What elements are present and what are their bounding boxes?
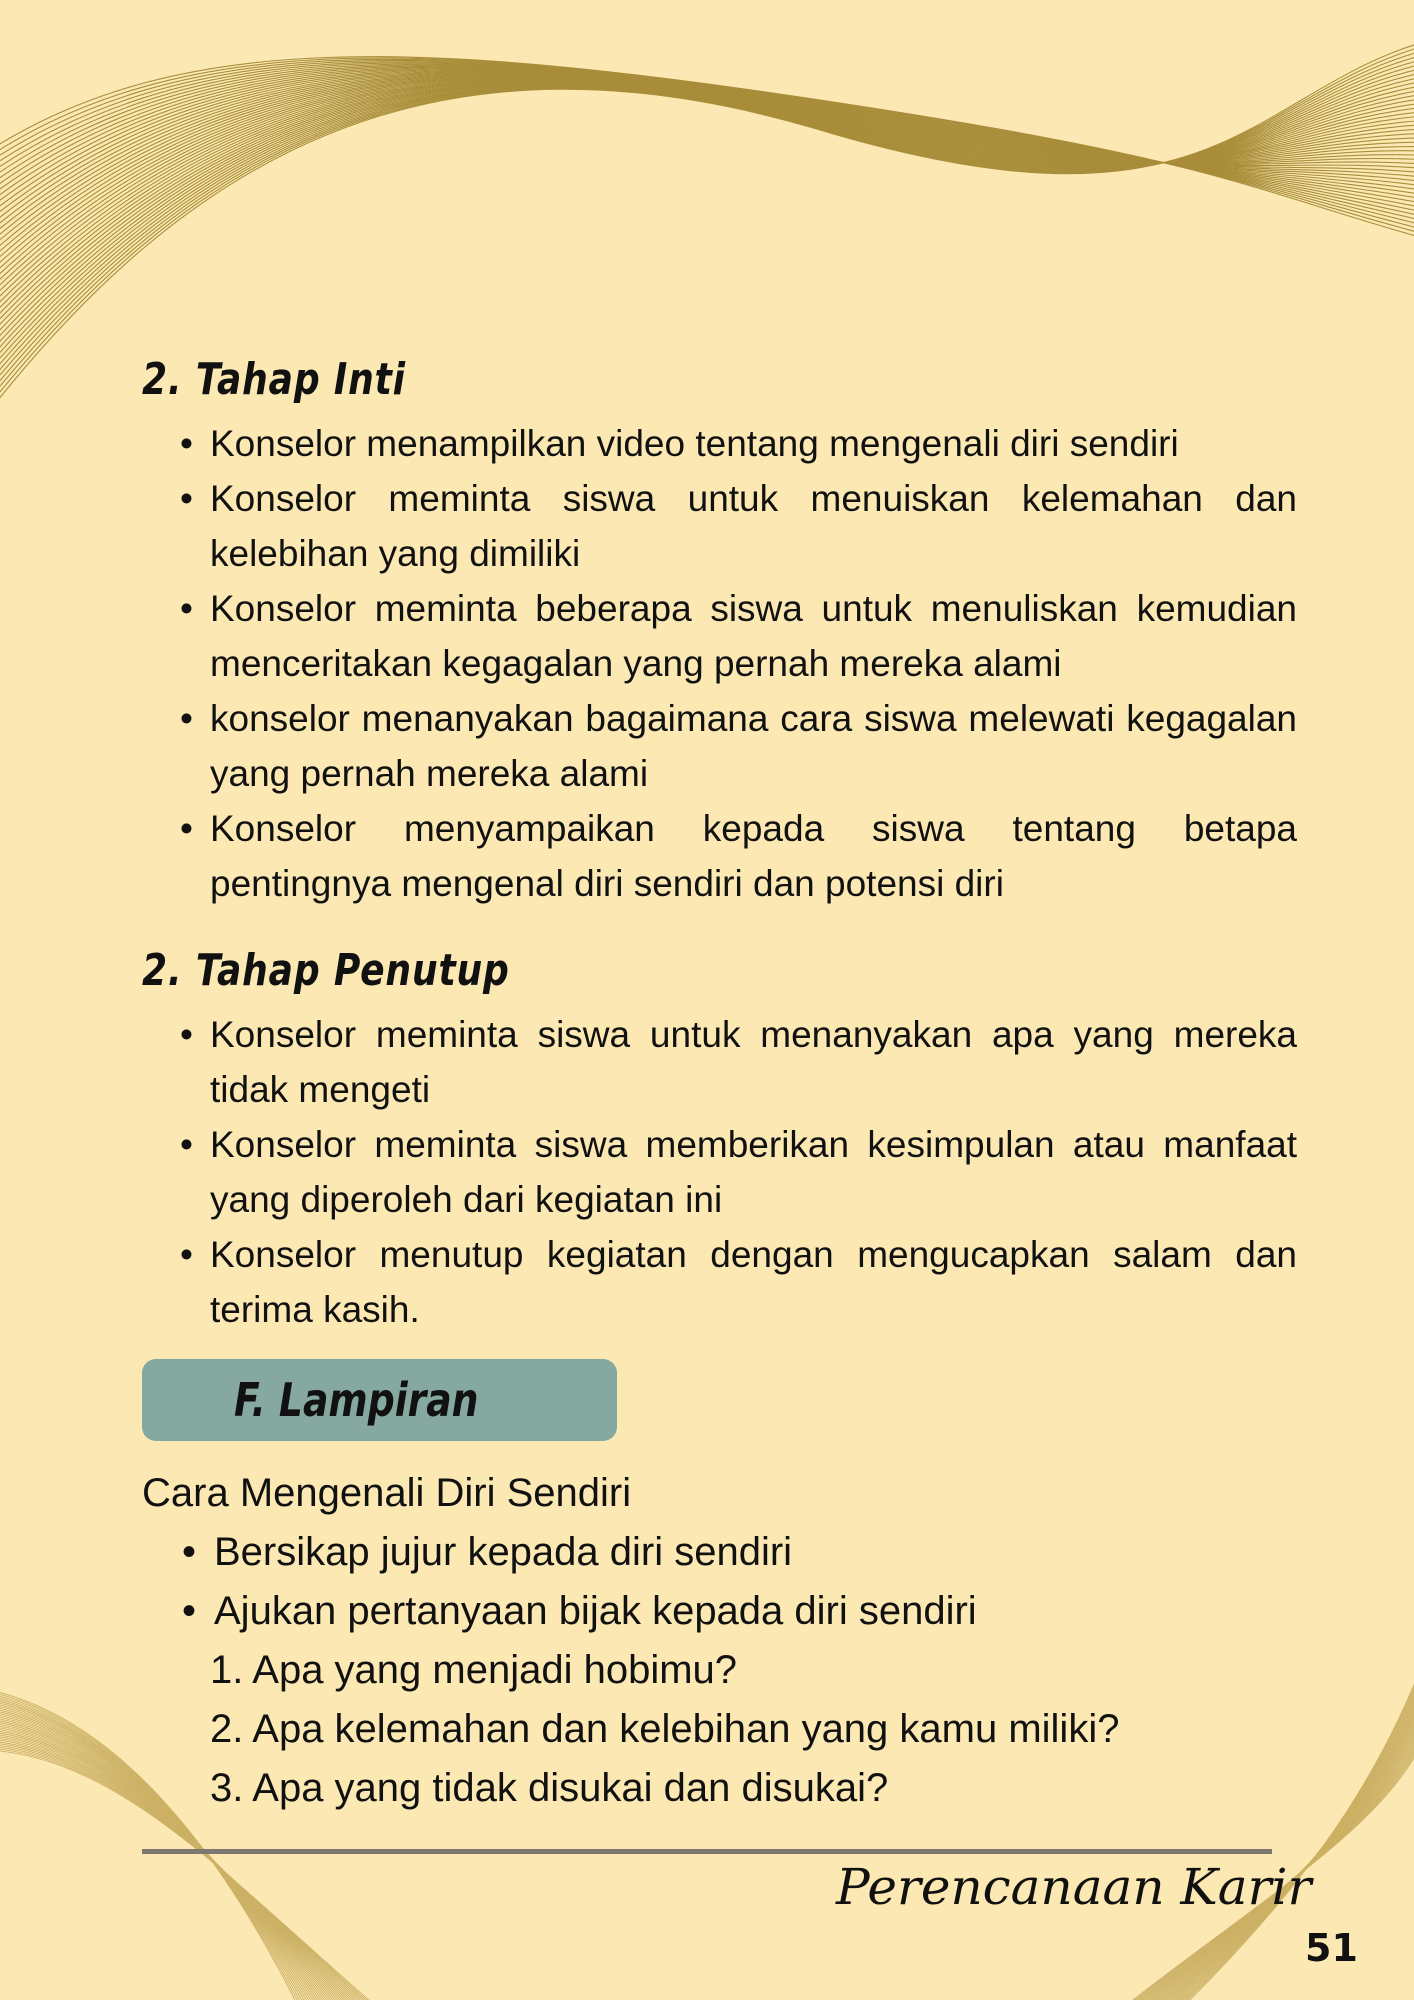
wave-line [0,57,1414,240]
wave-line [0,82,1414,334]
wave-line [0,69,1414,219]
wave-line [0,67,1414,202]
tahap-inti-heading: 2. Tahap Inti [142,354,406,405]
wave-line [0,72,1414,242]
wave-line [0,70,1414,225]
lampiran-heading: F. Lampiran [234,1373,479,1427]
wave-line [0,67,1414,376]
wave-line [0,81,1414,323]
lampiran-bullet-list [142,1523,1297,1641]
list-item: • Konselor meminta siswa untuk menuiskan kelemahan dan kelebihan yang dimiliki [210,471,1297,581]
wave-line [0,58,1414,387]
wave-line [0,79,1414,300]
wave-line [0,60,1414,226]
list-item: • Ajukan pertanyaan bijak kepada diri sendiri [214,1582,1297,1641]
wave-line [0,77,1414,278]
list-item: • Konselor meminta siswa untuk menanyakan apa yang mereka tidak mengeti [210,1007,1297,1117]
wave-line [0,84,1414,352]
wave-line [0,78,1414,294]
wave-line [0,58,1414,236]
wave-line [0,81,1414,318]
wave-line [0,71,1414,369]
wave-line [0,59,1414,231]
wave-line [0,78,1414,289]
wave-line [0,84,1414,347]
wave-line [0,75,1414,260]
wave-line [0,66,1414,205]
wave-line [0,80,1414,312]
wave-line [0,75,1414,265]
lampiran-question-list [142,1641,1297,1818]
wave-line [0,73,1414,248]
wave-line [0,49,1414,399]
wave-line [0,82,1414,329]
wave-line [0,62,1414,223]
wave-line [0,68,1414,213]
wave-line [0,62,1414,381]
wave-line [0,76,1414,364]
list-item: • konselor menanyakan bagaimana cara siswa melewati kegagalan yang pernah mereka alami [210,691,1297,801]
wave-line [0,64,1414,214]
lampiran-intro: Cara Mengenali Diri Sendiri [142,1471,632,1515]
wave-line [0,53,1414,392]
list-item: • Bersikap jujur kepada diri sendiri [214,1523,1297,1582]
wave-line [0,71,1414,231]
footer-title: Perencanaan Karir [836,1858,1312,1916]
wave-line [0,77,1414,283]
list-item: • Konselor meminta siswa memberikan kesimpulan atau manfaat yang diperoleh dari kegiatan ini [210,1117,1297,1227]
tahap-inti-list [142,416,1297,911]
wave-line [0,83,1414,341]
page-number: 51 [1305,1926,1358,1970]
wave-line [0,74,1414,254]
footer-divider [142,1849,1272,1854]
list-item: • Konselor menyampaikan kepada siswa tentang betapa pentingnya mengenal diri sendiri dan potensi diri [210,801,1297,911]
question-item: 3. Apa yang tidak disukai dan disukai? [210,1766,889,1810]
list-item: • Konselor menutup kegiatan dengan mengucapkan salam dan terima kasih. [210,1227,1297,1337]
page-content [142,350,1297,1818]
tahap-penutup-heading: 2. Tahap Penutup [142,945,510,996]
question-item: 2. Apa kelemahan dan kelebihan yang kamu miliki? [210,1707,1120,1751]
wave-line [0,68,1414,208]
lampiran-heading-box [142,1359,617,1441]
wave-line [0,76,1414,271]
wave-line [0,80,1414,358]
wave-line [0,80,1414,306]
question-item: 1. Apa yang menjadi hobimu? [210,1648,738,1692]
wave-line [0,72,1414,237]
list-item: • Konselor meminta beberapa siswa untuk menuliskan kemudian menceritakan kegagalan yang pernah mereka alami [210,581,1297,691]
wave-line [0,65,1414,209]
tahap-penutup-list [142,1007,1297,1337]
wave-line [0,63,1414,218]
list-item: • Konselor menampilkan video tentang mengenali diri sendiri [210,416,1297,471]
